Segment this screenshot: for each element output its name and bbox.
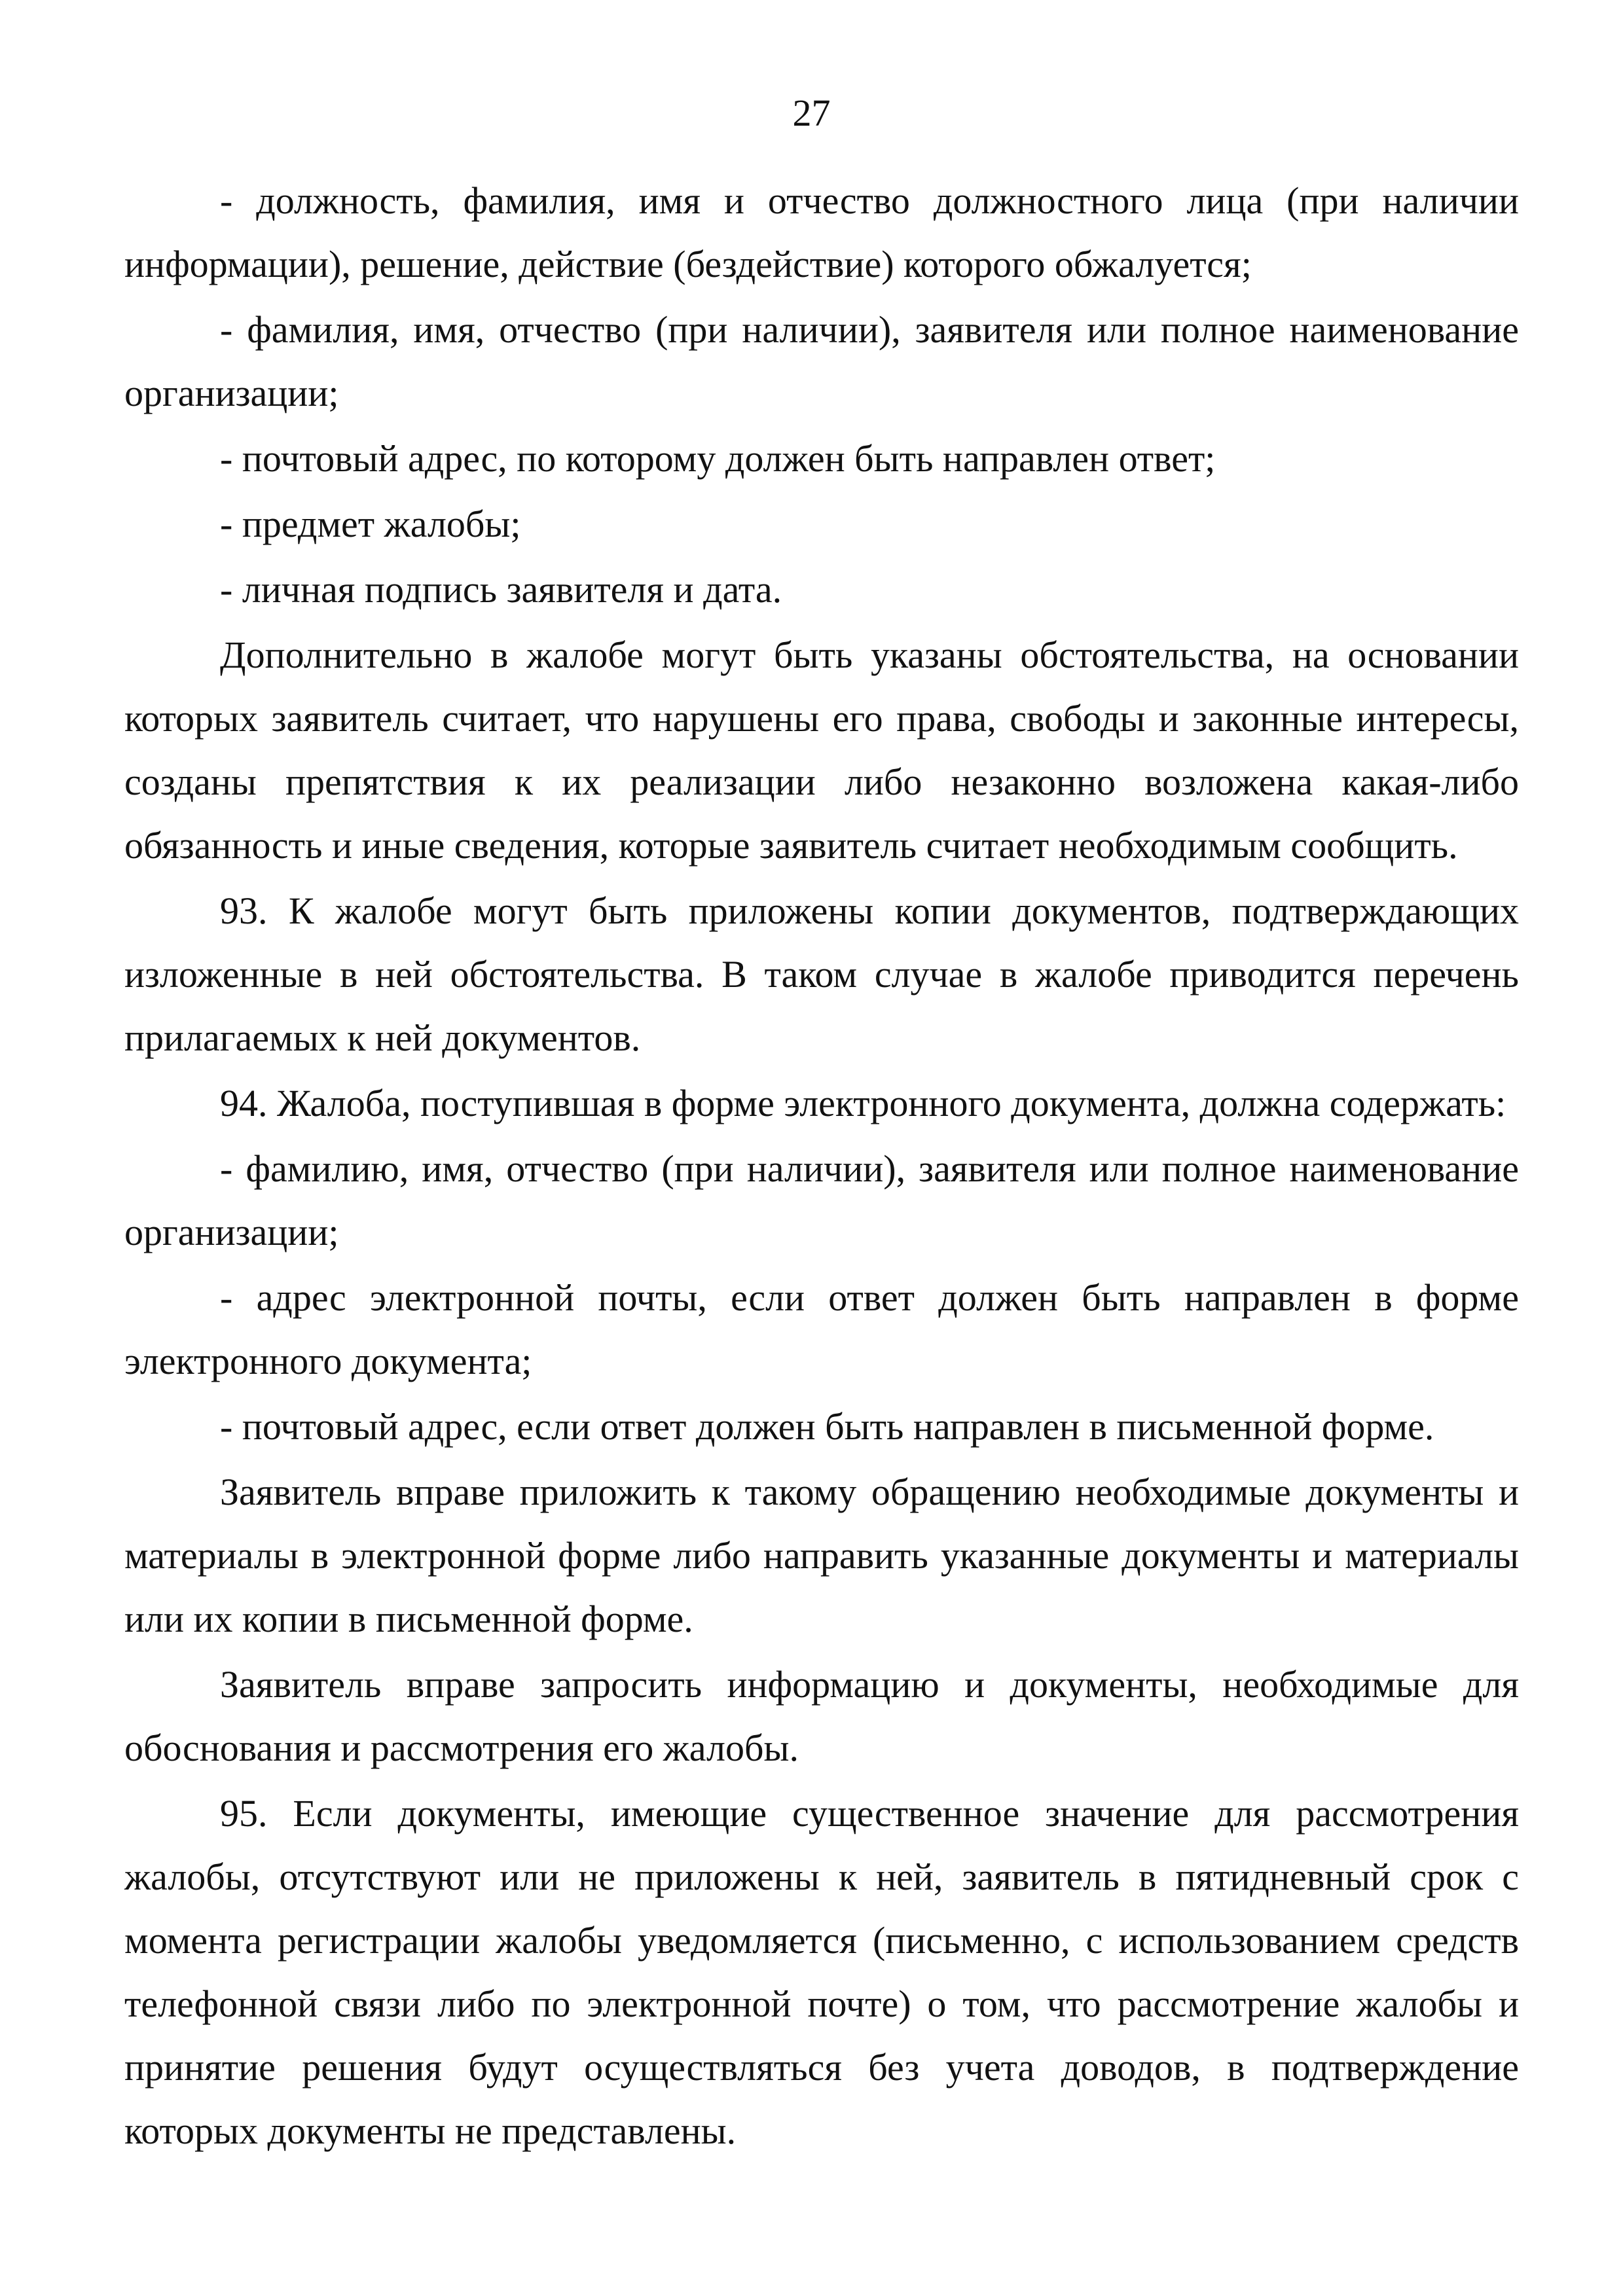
- document-body: [124, 169, 1519, 2164]
- list-item-email: - адрес электронной почты, если ответ должен быть направлен в форме электронного документа;: [124, 1276, 1519, 1382]
- paragraph-request-info: Заявитель вправе запросить информацию и документы, необходимые для обоснования и рассмотрения его жалобы.: [124, 1663, 1519, 1769]
- paragraph-93: 93. К жалобе могут быть приложены копии документов, подтверждающих изложенные в ней обстоятельства. В таком случае в жалобе приводится перечень прилагаемых к ней документов.: [124, 889, 1519, 1059]
- list-item-e-postal-address: - почтовый адрес, если ответ должен быть направлен в письменной форме.: [220, 1405, 1434, 1448]
- list-item-postal-address: - почтовый адрес, по которому должен быть направлен ответ;: [220, 437, 1216, 480]
- list-item-signature: - личная подпись заявителя и дата.: [220, 568, 782, 611]
- page-number: 27: [792, 92, 831, 134]
- paragraph-attachments: Заявитель вправе приложить к такому обращению необходимые документы и материалы в электронной форме либо направить указанные документы и материалы или их копии в письменной форме.: [124, 1471, 1519, 1640]
- list-item-applicant-name: - фамилия, имя, отчество (при наличии), заявителя или полное наименование организации;: [124, 308, 1519, 414]
- paragraph-additional-info: Дополнительно в жалобе могут быть указаны обстоятельства, на основании которых заявитель считает, что нарушены его права, свободы и законные интересы, созданы препятствия к их реализации либо незаконно возложена какая-либо обязанность и иные сведения, которые заявитель считает необходимым сообщить.: [124, 634, 1519, 867]
- paragraph-95: 95. Если документы, имеющие существенное значение для рассмотрения жалобы, отсутствуют или не приложены к ней, заявитель в пятидневный срок с момента регистрации жалобы уведомляется (письменно, с использованием средств телефонной связи либо по электронной почте) о том, что рассмотрение жалобы и принятие решения будут осуществляться без учета доводов, в подтверждение которых документы не представлены.: [124, 1792, 1519, 2152]
- list-item-official-name: - должность, фамилия, имя и отчество должностного лица (при наличии информации), решение, действие (бездействие) которого обжалуется;: [124, 179, 1519, 285]
- paragraph-94: 94. Жалоба, поступившая в форме электронного документа, должна содержать:: [220, 1082, 1506, 1124]
- list-item-e-applicant-name: - фамилию, имя, отчество (при наличии), заявителя или полное наименование организации;: [124, 1147, 1519, 1253]
- list-item-subject: - предмет жалобы;: [220, 503, 521, 545]
